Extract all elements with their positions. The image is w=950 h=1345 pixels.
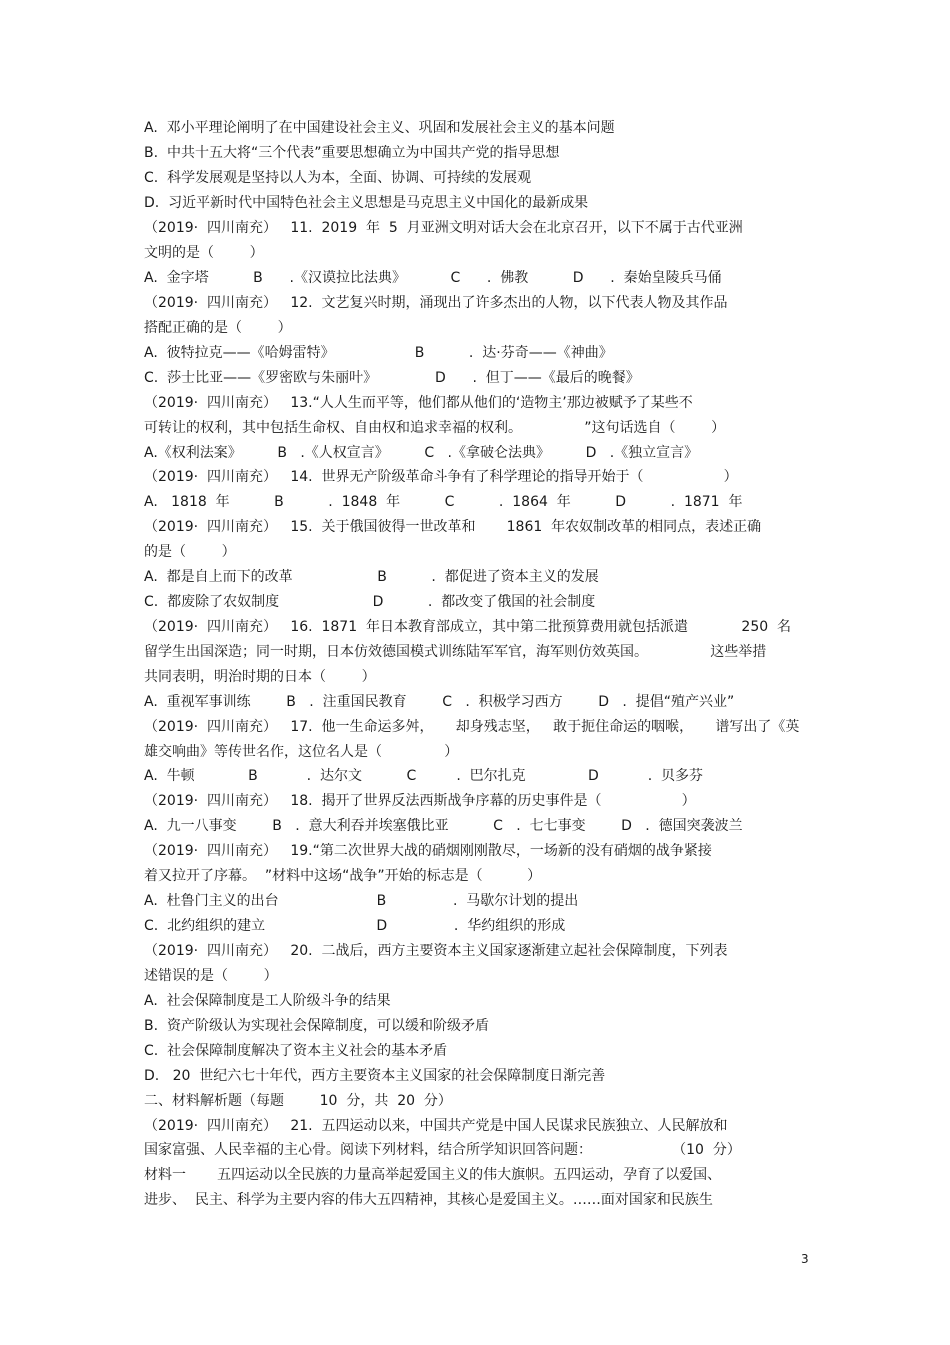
text-line: A. 杜鲁门主义的出台 B . 马歇尔计划的提出: [144, 893, 579, 909]
text-line: 述错误的是（ ）: [144, 968, 278, 984]
text-line: （2019· 四川南充） 19.“第二次世界大战的硝烟刚刚散尽，一场新的没有硝烟的战争紧接: [144, 843, 712, 859]
text-line: A. 都是自上而下的改革 B . 都促进了资本主义的发展: [144, 569, 599, 585]
text-line: 雄交响曲》等传世名作，这位名人是（ ）: [144, 744, 459, 760]
text-line: 可转让的权利，其中包括生命权、自由权和追求幸福的权利。 ”这句话选自（ ）: [144, 420, 726, 436]
text-line: （2019· 四川南充） 20. 二战后，西方主要资本主义国家逐渐建立起社会保障制度，下列表: [144, 943, 728, 959]
text-line: 搭配正确的是（ ）: [144, 320, 292, 336]
text-line: 进步、 民主、科学为主要内容的伟大五四精神，其核心是爱国主义。……面对国家和民族生: [144, 1192, 713, 1208]
text-line: （2019· 四川南充） 11. 2019 年 5 月亚洲文明对话大会在北京召开，以下不属于古代亚洲: [144, 220, 743, 236]
text-line: 材料一 五四运动以全民族的力量高举起爱国主义的伟大旗帜。五四运动，孕育了以爱国、: [144, 1167, 722, 1183]
text-line: A. 邓小平理论阐明了在中国建设社会主义、巩固和发展社会主义的基本问题: [144, 120, 615, 136]
text-line: A. 牛顿 B . 达尔文 C . 巴尔扎克 D . 贝多芬: [144, 768, 704, 784]
text-line: 共同表明，明治时期的日本（ ）: [144, 669, 376, 685]
text-line: D. 习近平新时代中国特色社会主义思想是马克思主义中国化的最新成果: [144, 195, 589, 211]
text-line: 的是（ ）: [144, 544, 236, 560]
text-line: C. 都废除了农奴制度 D . 都改变了俄国的社会制度: [144, 594, 596, 610]
text-line: （2019· 四川南充） 15. 关于俄国彼得一世改革和 1861 年农奴制改革的相同点，表述正确: [144, 519, 762, 535]
section-heading: 二、材料解析题（每题 10 分，共 20 分）: [144, 1093, 452, 1109]
text-line: A. 彼特拉克——《哈姆雷特》 B . 达·芬奇——《神曲》: [144, 345, 613, 361]
text-line: A. 九一八事变 B . 意大利吞并埃塞俄比亚 C . 七七事变 D . 德国突袭波兰: [144, 818, 743, 834]
text-line: C. 莎士比亚——《罗密欧与朱丽叶》 D . 但丁——《最后的晚餐》: [144, 370, 640, 386]
text-line: C. 北约组织的建立 D . 华约组织的形成: [144, 918, 566, 934]
text-line: C. 社会保障制度解决了资本主义社会的基本矛盾: [144, 1043, 448, 1059]
page-number: 3: [801, 1252, 809, 1266]
text-line: A. 金字塔 B .《汉谟拉比法典》 C . 佛教 D . 秦始皇陵兵马俑: [144, 270, 722, 286]
text-line: （2019· 四川南充） 13.“人人生而平等，他们都从他们的‘造物主’那边被赋予了某些不: [144, 395, 693, 411]
text-line: A.《权利法案》 B .《人权宣言》 C .《拿破仑法典》 D .《独立宣言》: [144, 445, 699, 461]
text-line: B. 中共十五大将“三个代表”重要思想确立为中国共产党的指导思想: [144, 145, 560, 161]
text-line: D. 20 世纪六七十年代，西方主要资本主义国家的社会保障制度日渐完善: [144, 1068, 606, 1084]
text-line: 文明的是（ ）: [144, 245, 264, 261]
text-line: 留学生出国深造；同一时期，日本仿效德国模式训练陆军军官，海军则仿效英国。 这些举措: [144, 644, 767, 660]
text-line: 国家富强、人民幸福的主心骨。阅读下列材料，结合所学知识回答问题： （10 分）: [144, 1142, 741, 1158]
text-line: （2019· 四川南充） 14. 世界无产阶级革命斗争有了科学理论的指导开始于（ ）: [144, 469, 738, 485]
text-line: （2019· 四川南充） 17. 他一生命运多舛， 却身残志坚， 敢于扼住命运的咽喉， 谱写出了《英: [144, 719, 800, 735]
text-line: （2019· 四川南充） 16. 1871 年日本教育部成立，其中第二批预算费用就包括派遣 250 名: [144, 619, 792, 635]
text-line: A. 社会保障制度是工人阶级斗争的结果: [144, 993, 391, 1009]
text-line: A. 重视军事训练 B . 注重国民教育 C . 积极学习西方 D . 提倡“殖产兴业”: [144, 694, 735, 710]
text-line: （2019· 四川南充） 12. 文艺复兴时期，涌现出了许多杰出的人物，以下代表人物及其作品: [144, 295, 728, 311]
text-line: 着又拉开了序幕。 ”材料中这场“战争”开始的标志是（ ）: [144, 868, 542, 884]
text-line: （2019· 四川南充） 18. 揭开了世界反法西斯战争序幕的历史事件是（ ）: [144, 793, 696, 809]
text-line: B. 资产阶级认为实现社会保障制度，可以缓和阶级矛盾: [144, 1018, 489, 1034]
text-line: C. 科学发展观是坚持以人为本，全面、协调、可持续的发展观: [144, 170, 532, 186]
text-line: A. 1818 年 B . 1848 年 C . 1864 年 D . 1871 年: [144, 494, 743, 510]
text-line: （2019· 四川南充） 21. 五四运动以来，中国共产党是中国人民谋求民族独立、人民解放和: [144, 1118, 728, 1134]
